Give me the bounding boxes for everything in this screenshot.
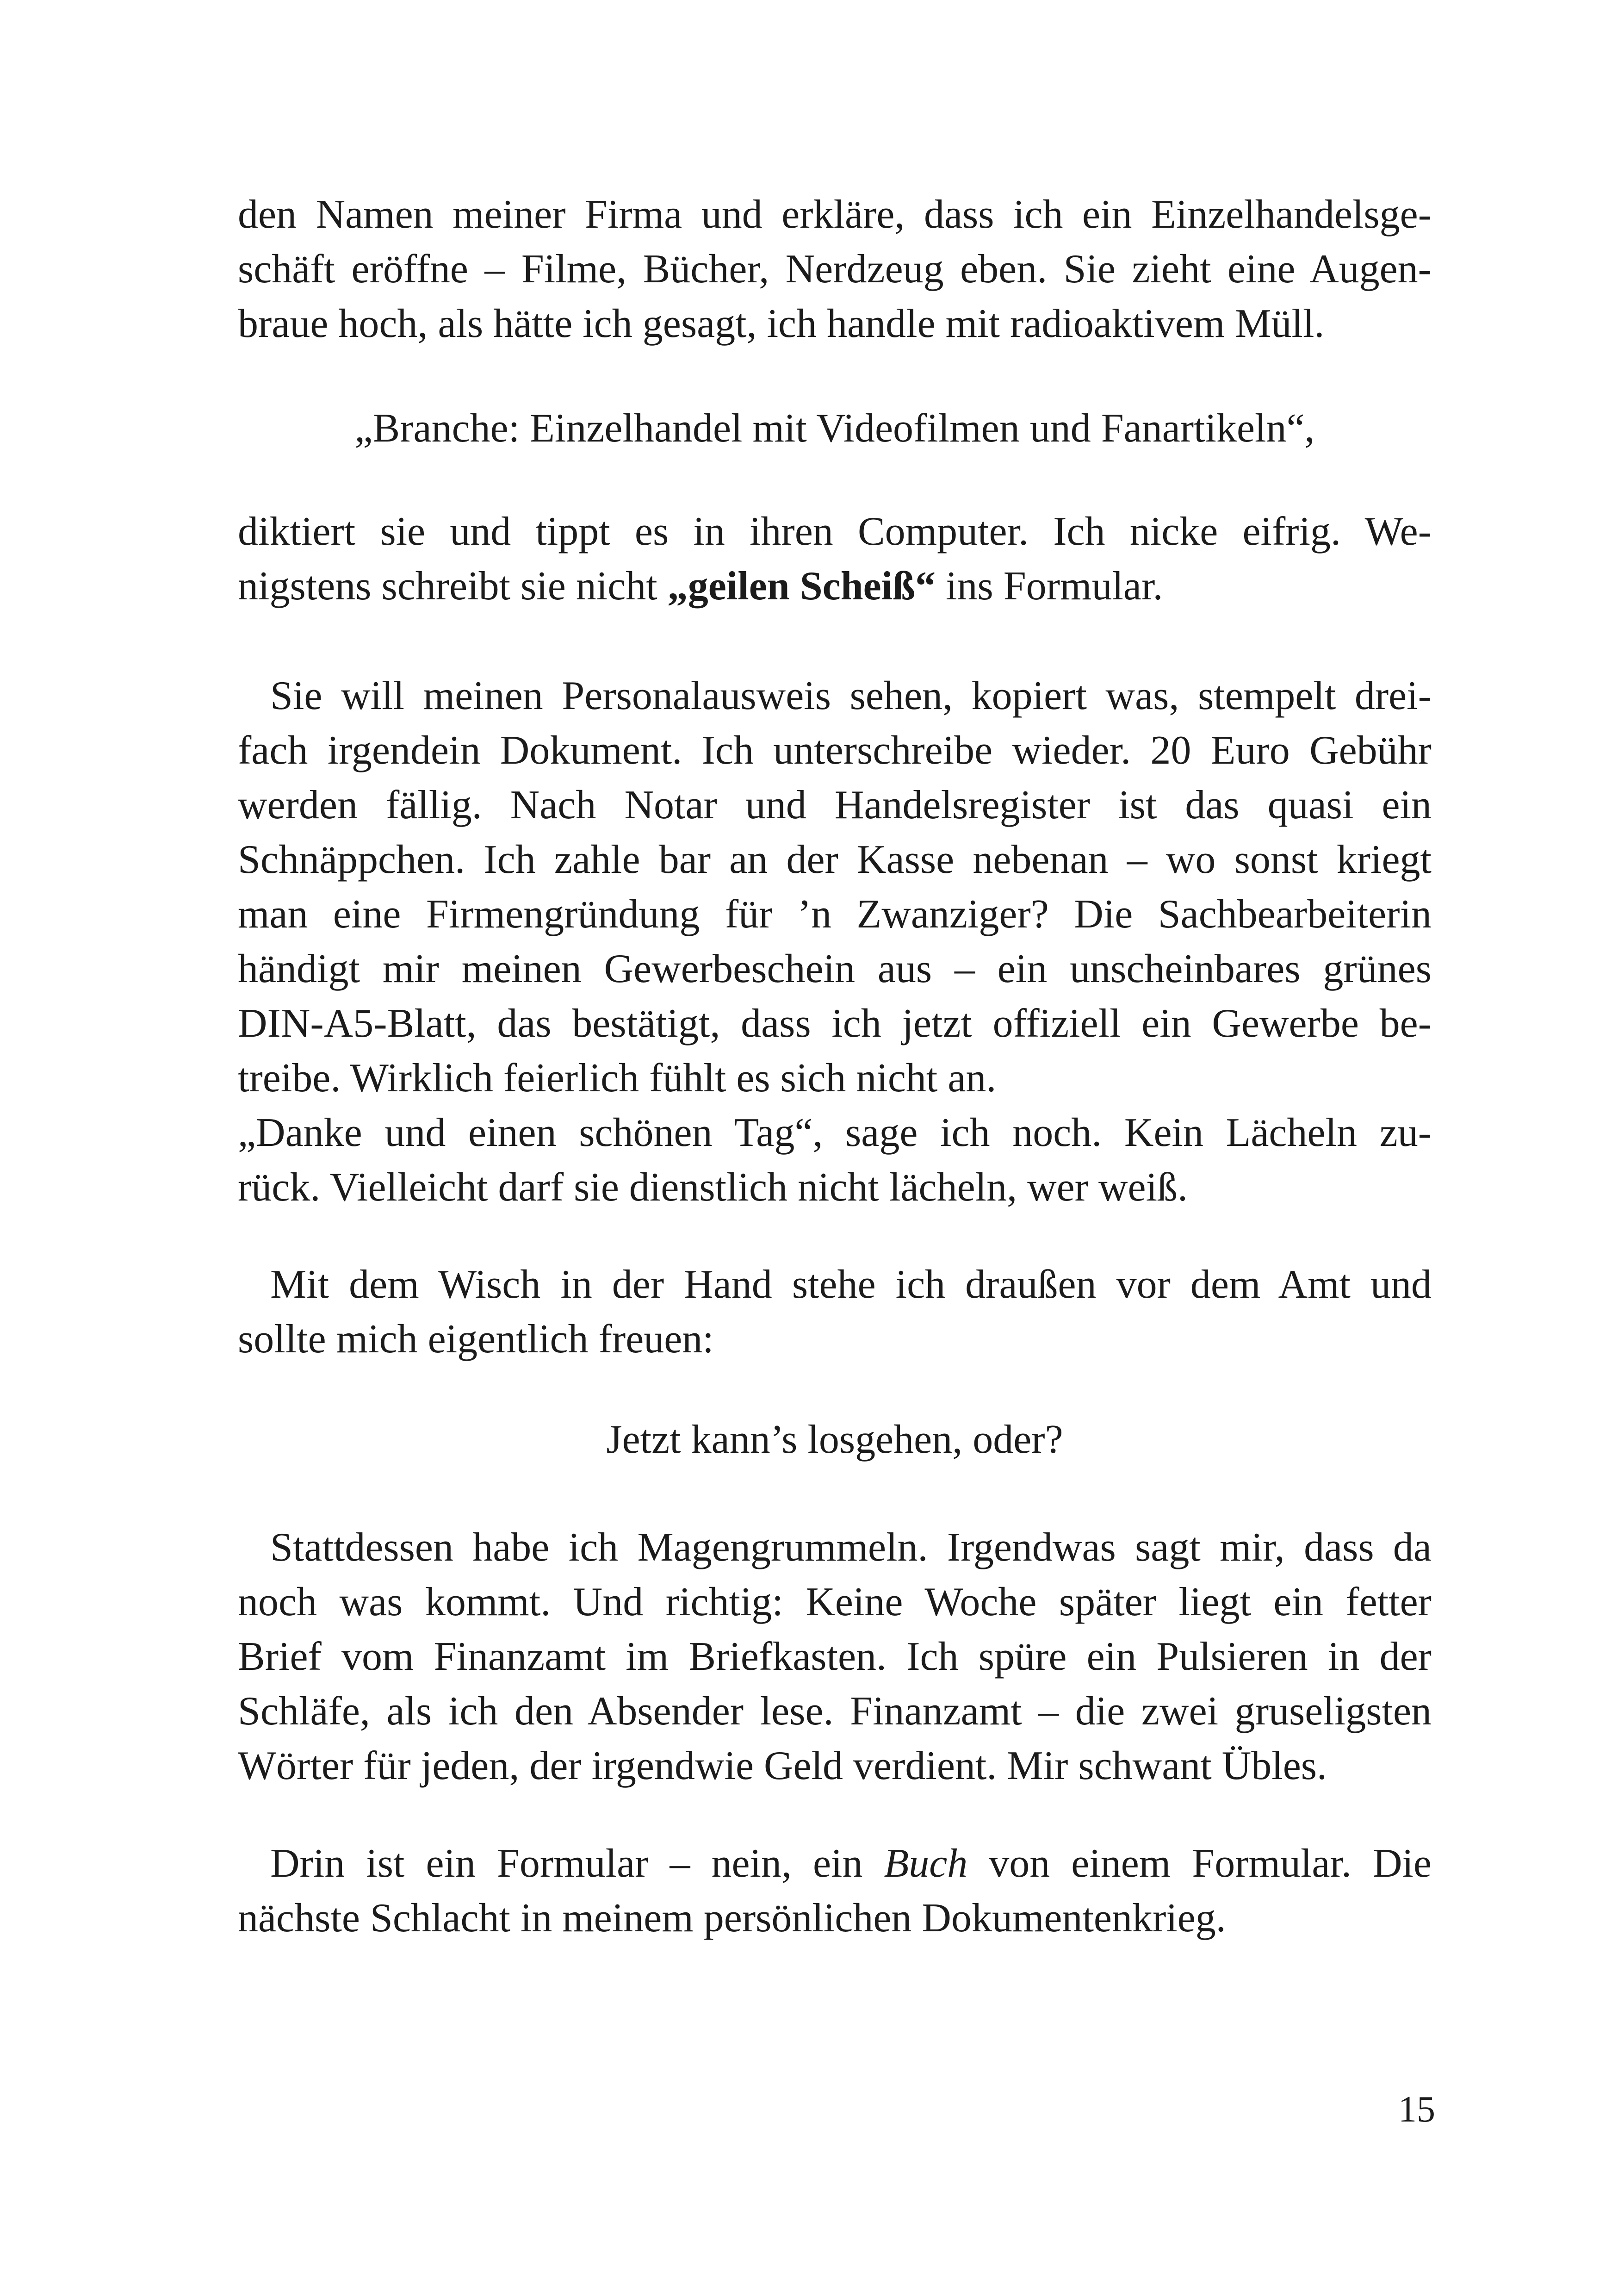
paragraph-4 [238, 1106, 1432, 1215]
paragraph-1 [238, 187, 1432, 351]
bold-quote: „geilen Scheiß“ [667, 564, 936, 609]
page-number: 15 [1398, 2089, 1435, 2130]
text-line: fach irgendein Dokument. Ich unterschreibe wieder. 20 Euro Gebühr [238, 728, 1432, 773]
text-line: „Danke und einen schönen Tag“, sage ich noch. Kein Lächeln zu- [238, 1110, 1432, 1155]
text-line: man eine Firmengründung für ’n Zwanziger? Die Sachbearbeiterin [238, 892, 1432, 937]
text-line: Brief vom Finanzamt im Briefkasten. Ich spüre ein Pulsieren in der [238, 1634, 1432, 1679]
text-segment: von einem Formular. Die [967, 1841, 1432, 1886]
text-line: Schnäppchen. Ich zahle bar an der Kasse nebenan – wo sonst kriegt [238, 837, 1432, 882]
quote-losgehen: Jetzt kann’s losgehen, oder? [606, 1417, 1063, 1462]
paragraph-5 [238, 1257, 1432, 1367]
text-line: Sie will meinen Personalausweis sehen, kopiert was, stempelt drei- [270, 673, 1432, 718]
text-line [238, 1836, 1432, 1891]
text-line: schäft eröffne – Filme, Bücher, Nerdzeug eben. Sie zieht eine Augen- [238, 247, 1432, 292]
italic-word: Buch [884, 1841, 968, 1886]
text-line: treibe. Wirklich feierlich fühlt es sich nicht an. [238, 1056, 997, 1101]
text-line: sollte mich eigentlich freuen: [238, 1317, 714, 1362]
paragraph-6 [238, 1520, 1432, 1793]
text-line: rück. Vielleicht darf sie dienstlich nicht lächeln, wer weiß. [238, 1165, 1188, 1210]
text-segment: Drin ist ein Formular – nein, ein [270, 1841, 884, 1886]
text-line: braue hoch, als hätte ich gesagt, ich handle mit radioaktivem Müll. [238, 301, 1325, 346]
paragraph-3 [238, 669, 1432, 1106]
text-line: den Namen meiner Firma und erkläre, dass ich ein Einzelhandelsge- [238, 192, 1432, 237]
text-line: Mit dem Wisch in der Hand stehe ich draußen vor dem Amt und [270, 1262, 1432, 1307]
text-line: noch was kommt. Und richtig: Keine Woche später liegt ein fetter [238, 1580, 1432, 1624]
text-line: werden fällig. Nach Notar und Handelsregister ist das quasi ein [238, 783, 1432, 828]
text-segment: ins Formular. [936, 564, 1163, 609]
text-line: Schläfe, als ich den Absender lese. Finanzamt – die zwei gruseligsten [238, 1689, 1432, 1734]
text-line [238, 559, 1432, 614]
text-line: händigt mir meinen Gewerbeschein aus – ein unscheinbares grünes [238, 946, 1432, 991]
text-line: nächste Schlacht in meinem persönlichen Dokumentenkrieg. [238, 1896, 1226, 1941]
text-segment: nigstens schreibt sie nicht [238, 564, 668, 609]
paragraph-2 [238, 504, 1432, 614]
text-line: Stattdessen habe ich Magengrummeln. Irgendwas sagt mir, dass da [270, 1525, 1432, 1570]
text-line: Wörter für jeden, der irgendwie Geld verdient. Mir schwant Übles. [238, 1743, 1327, 1788]
paragraph-7 [238, 1836, 1432, 1946]
text-line: diktiert sie und tippt es in ihren Computer. Ich nicke eifrig. We- [238, 509, 1432, 554]
text-line: DIN-A5-Blatt, das bestätigt, dass ich jetzt offiziell ein Gewerbe be- [238, 1001, 1432, 1046]
quote-branche: „Branche: Einzelhandel mit Videofilmen und Fanartikeln“, [354, 406, 1315, 451]
